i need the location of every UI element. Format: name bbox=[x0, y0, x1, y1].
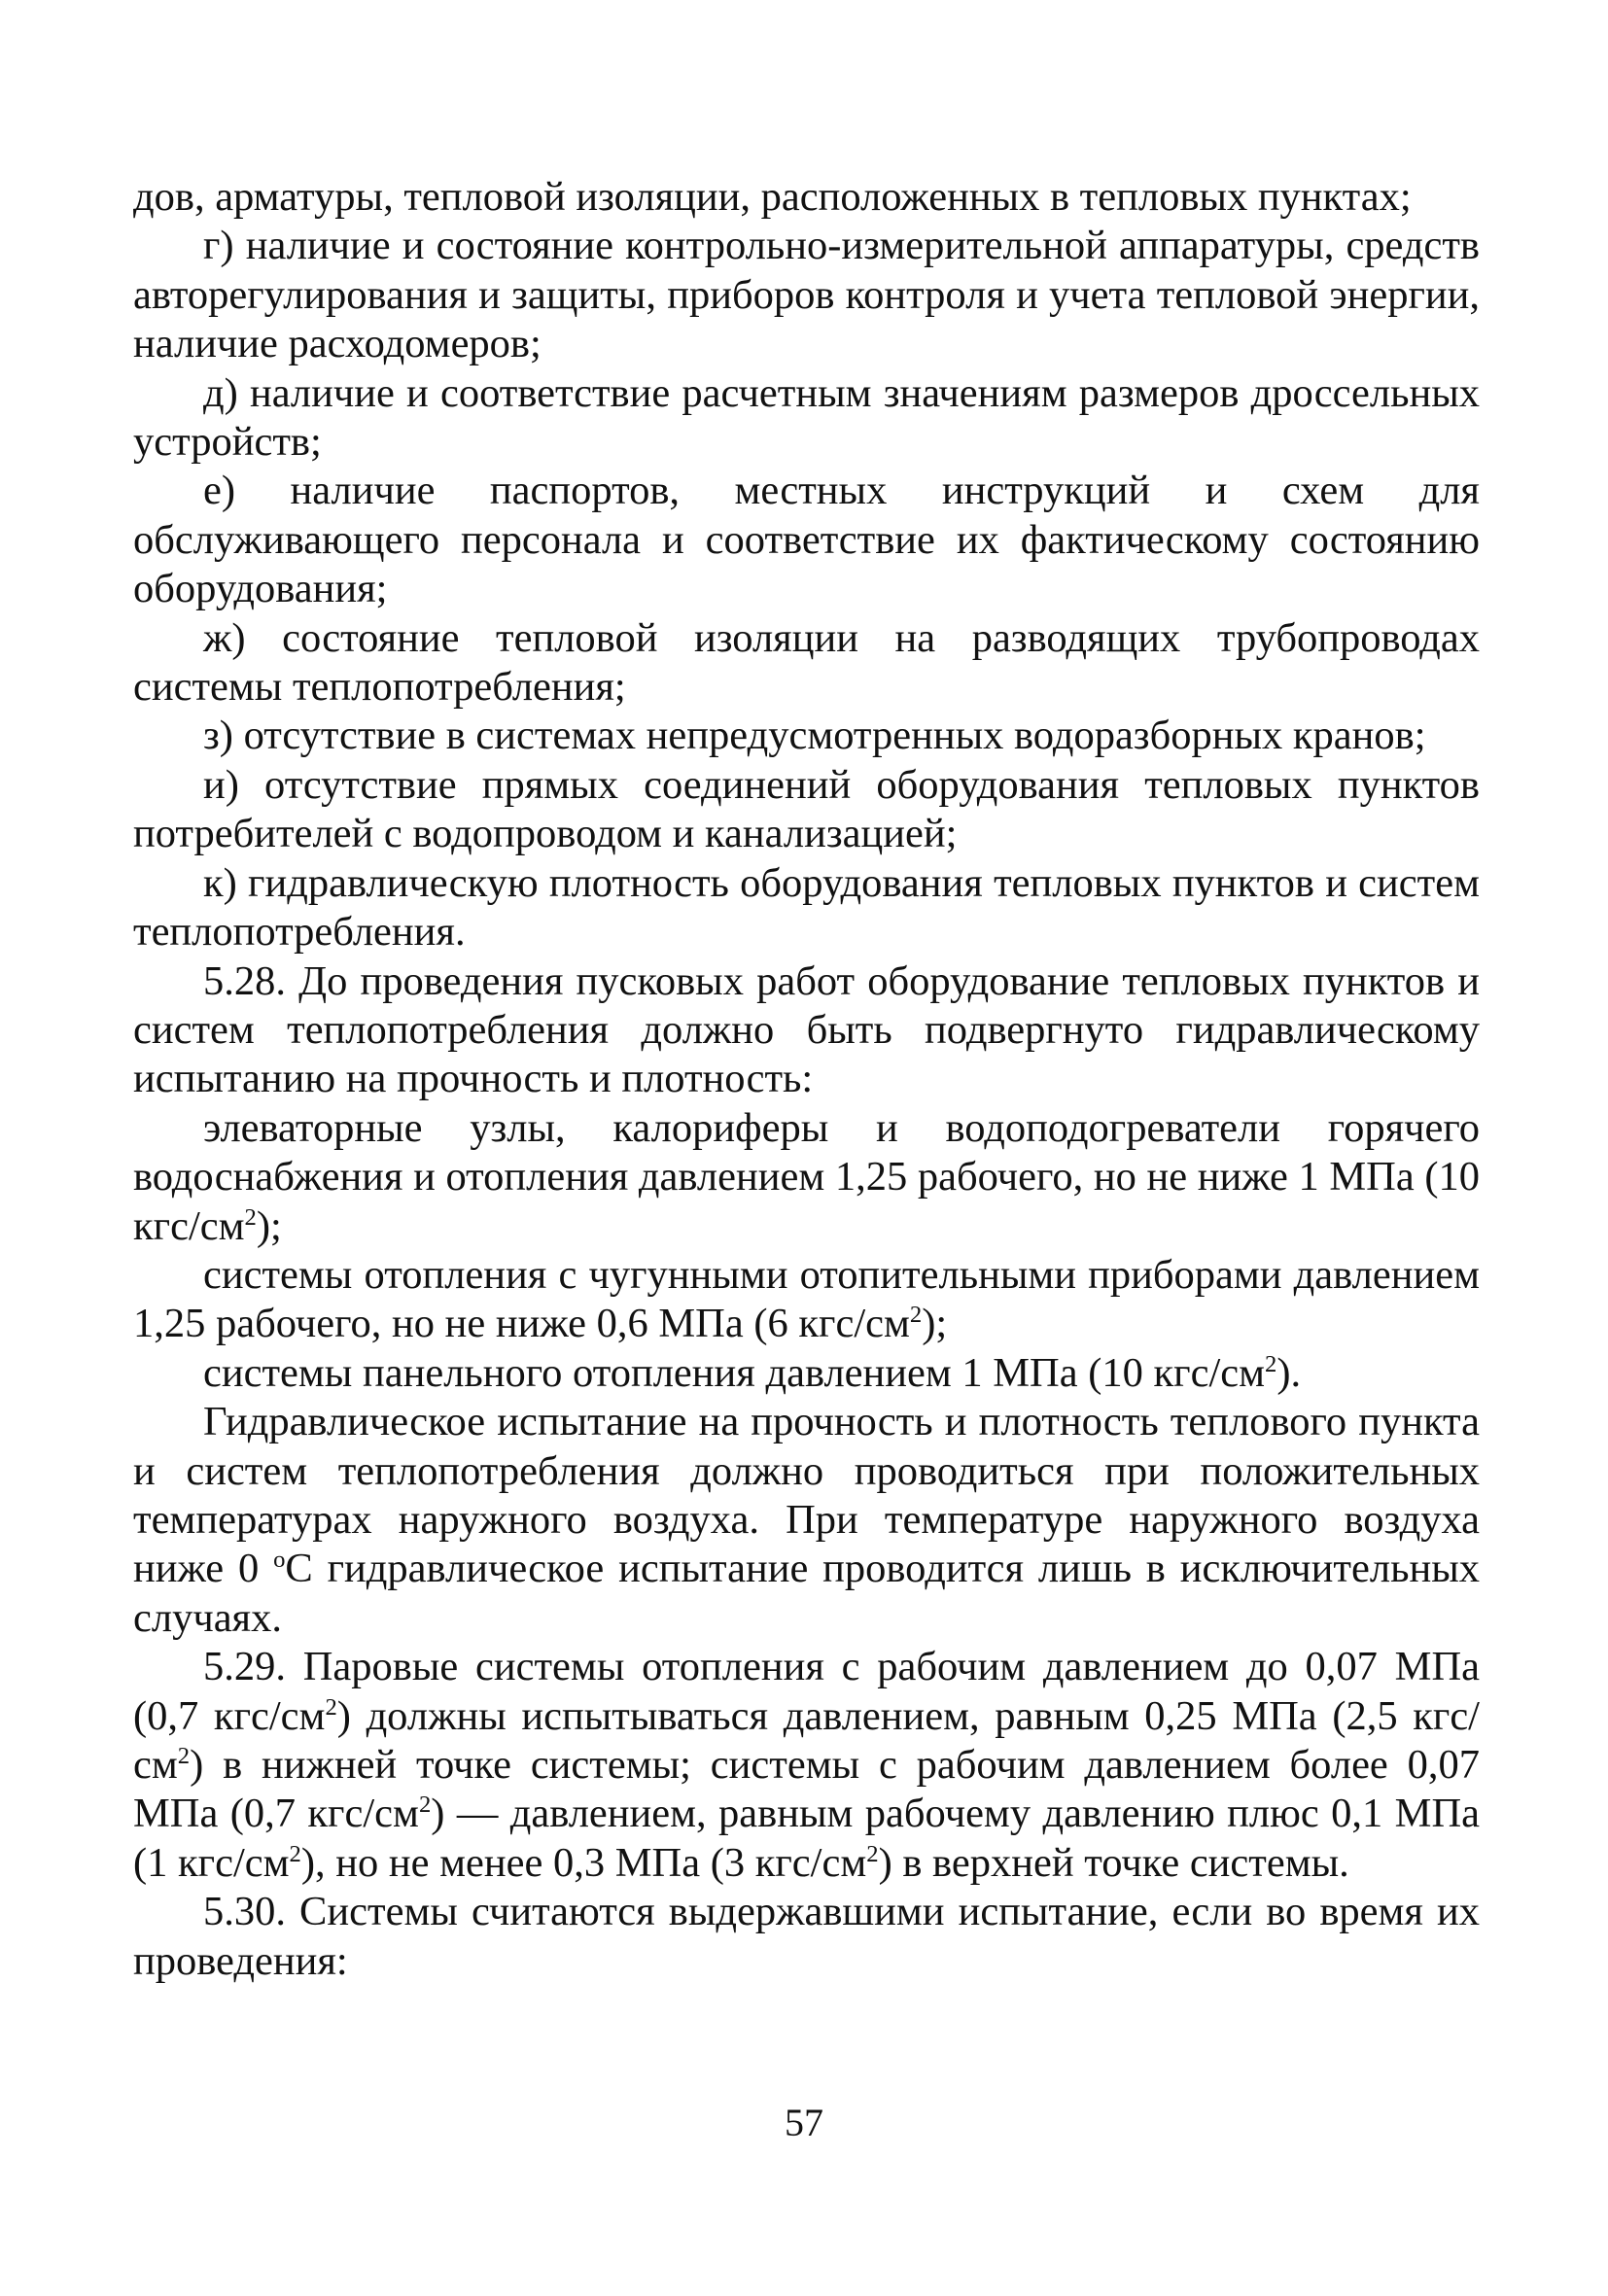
superscript: 2 bbox=[325, 1693, 337, 1721]
superscript: 2 bbox=[418, 1792, 432, 1819]
paragraph bbox=[133, 1251, 1480, 1349]
text-run: системы панельного отопления давлением 1 МПа (10 кгс/см bbox=[203, 1349, 1266, 1396]
page-number: 57 bbox=[785, 2101, 823, 2144]
text-run: ) в нижней точке системы; системы с рабочим давлением более 0,07 МПа (0,7 кгс/см bbox=[133, 1742, 1480, 1837]
paragraph: г) наличие и состояние контрольно-измерительной аппаратуры, средств авторегулирования и защиты, приборов контроля и учета тепловой энергии, наличие расходомеров; bbox=[133, 223, 1480, 367]
paragraph: и) отсутствие прямых соединений оборудования тепловых пунктов потребителей с водопроводом и канализацией; bbox=[133, 761, 1480, 857]
superscript: 2 bbox=[244, 1203, 257, 1231]
degree-mark: о bbox=[273, 1547, 286, 1574]
paragraph bbox=[133, 1349, 1480, 1398]
paragraph: д) наличие и соответствие расчетным значениям размеров дроссельных устройств; bbox=[133, 369, 1480, 466]
text-run: ) — давлением, равным рабочему давлению плюс 0,1 МПа (1 кгс/см bbox=[133, 1791, 1481, 1886]
text-run: системы отопления с чугунными отопительными приборами давлением 1,25 рабочего, но не ниже 0,6 МПа (6 кгс/см bbox=[133, 1251, 1480, 1347]
text-run: Гидравлическое испытание на прочность и плотность теплового пункта и систем теплопотребления должно проводиться при положительных температурах наружного воздуха. При температуре наружного воздуха ниже 0 bbox=[133, 1399, 1480, 1592]
document-body bbox=[133, 173, 1480, 1986]
superscript: 2 bbox=[1265, 1350, 1277, 1377]
superscript: 2 bbox=[866, 1841, 879, 1868]
paragraph: к) гидравлическую плотность оборудования тепловых пунктов и систем теплопотребления. bbox=[133, 859, 1480, 956]
paragraph: е) наличие паспортов, местных инструкций и схем для обслуживающего персонала и соответствие их фактическому состоянию оборудования; bbox=[133, 468, 1480, 612]
text-run: ). bbox=[1276, 1349, 1302, 1396]
paragraph bbox=[133, 1398, 1480, 1643]
paragraph: 5.28. До проведения пусковых работ оборудование тепловых пунктов и систем теплопотребления должно быть подвергнуто гидравлическому испытанию на прочность и плотность: bbox=[133, 957, 1480, 1102]
text-run: С гидравлическое испытание проводится лишь в исключительных случаях. bbox=[133, 1546, 1481, 1641]
text-run: ), но не менее 0,3 МПа (3 кгс/см bbox=[300, 1839, 867, 1886]
text-run: ) в верхней точке системы. bbox=[878, 1839, 1349, 1886]
paragraph bbox=[133, 1643, 1480, 1888]
paragraph bbox=[133, 1104, 1480, 1251]
paragraph: ж) состояние тепловой изоляции на разводящих трубопроводах системы теплопотребления; bbox=[133, 614, 1480, 711]
paragraph: дов, арматуры, тепловой изоляции, расположенных в тепловых пунктах; bbox=[133, 174, 1412, 220]
text-run: ); bbox=[256, 1202, 282, 1249]
text-run: 5.29. Паровые системы отопления с рабочим давлением до 0,07 МПа (0,7 кгс/см bbox=[133, 1644, 1480, 1739]
paragraph: з) отсутствие в системах непредусмотренных водоразборных кранов; bbox=[203, 713, 1426, 759]
paragraph: 5.30. Системы считаются выдержавшими испытание, если во время их проведения: bbox=[133, 1889, 1480, 1984]
superscript: 2 bbox=[909, 1302, 923, 1329]
text-run: ) должны испытываться давлением, равным 0,25 МПа (2,5 кгс/см bbox=[133, 1692, 1480, 1788]
superscript: 2 bbox=[289, 1841, 301, 1868]
superscript: 2 bbox=[177, 1743, 191, 1770]
text-run: ); bbox=[922, 1301, 948, 1347]
text-run: элеваторные узлы, калориферы и водоподогреватели горячего водоснабжения и отопления давлением 1,25 рабочего, но не ниже 1 МПа (10 кгс/см bbox=[133, 1104, 1480, 1249]
